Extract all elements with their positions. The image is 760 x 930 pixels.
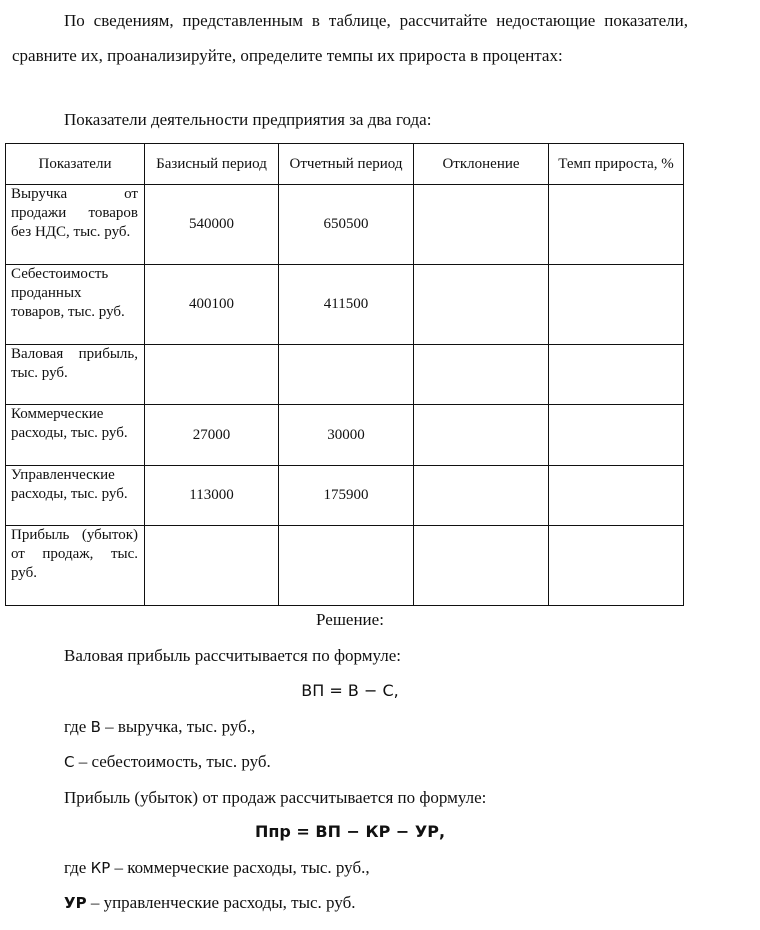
cell-growth-value bbox=[549, 185, 684, 265]
cell-growth-value bbox=[549, 345, 684, 405]
row-label-admin-expenses: Управленческие расходы, тыс. руб. bbox=[6, 466, 145, 526]
cost-symbol: С bbox=[64, 753, 75, 771]
cell-base-value: 400100 bbox=[145, 265, 279, 345]
cell-base-value bbox=[145, 345, 279, 405]
table-header-row bbox=[6, 144, 684, 185]
where-prefix: где bbox=[64, 858, 91, 877]
sales-profit-formula: Ппр = ВП − КР − УР, bbox=[254, 822, 446, 841]
table-row bbox=[6, 466, 684, 526]
row-label-revenue: Выручка от продажи товаров без НДС, тыс. руб. bbox=[6, 185, 145, 265]
table-row bbox=[6, 265, 684, 345]
cell-report-value bbox=[279, 345, 414, 405]
header-report-period: Отчетный период bbox=[279, 144, 414, 185]
cell-deviation-value bbox=[414, 466, 549, 526]
cell-deviation-value bbox=[414, 345, 549, 405]
where-admin-line bbox=[64, 891, 356, 915]
header-indicator: Показатели bbox=[6, 144, 145, 185]
row-label-gross-profit: Валовая прибыль, тыс. руб. bbox=[6, 345, 145, 405]
table-caption: Показатели деятельности предприятия за два года: bbox=[64, 110, 432, 129]
cell-deviation-value bbox=[414, 185, 549, 265]
row-label-cost: Себестоимость проданных товаров, тыс. руб. bbox=[6, 265, 145, 345]
cell-base-value: 540000 bbox=[145, 185, 279, 265]
cell-report-value: 30000 bbox=[279, 405, 414, 466]
revenue-symbol: В bbox=[90, 718, 101, 736]
cell-growth-value bbox=[549, 526, 684, 606]
table-row bbox=[6, 405, 684, 466]
cost-description: – себестоимость, тыс. руб. bbox=[74, 752, 271, 771]
commercial-symbol: КР bbox=[90, 859, 111, 877]
cell-base-value: 113000 bbox=[145, 466, 279, 526]
cell-report-value: 650500 bbox=[279, 185, 414, 265]
solution-title: Решение: bbox=[316, 610, 384, 629]
gross-profit-intro: Валовая прибыль рассчитывается по формуле: bbox=[64, 646, 401, 665]
where-cost-line bbox=[64, 750, 271, 774]
cell-growth-value bbox=[549, 466, 684, 526]
table-row bbox=[6, 345, 684, 405]
commercial-description: – коммерческие расходы, тыс. руб., bbox=[110, 858, 370, 877]
table-row bbox=[6, 185, 684, 265]
cell-base-value: 27000 bbox=[145, 405, 279, 466]
cell-report-value: 175900 bbox=[279, 466, 414, 526]
row-label-sales-profit: Прибыль (убыток) от продаж, тыс. руб. bbox=[6, 526, 145, 606]
sales-profit-intro: Прибыль (убыток) от продаж рассчитывается по формуле: bbox=[64, 788, 487, 807]
header-deviation: Отклонение bbox=[414, 144, 549, 185]
admin-symbol: УР bbox=[64, 894, 87, 912]
cell-deviation-value bbox=[414, 526, 549, 606]
cell-deviation-value bbox=[414, 405, 549, 466]
table-row bbox=[6, 526, 684, 606]
indicators-table bbox=[5, 143, 684, 606]
cell-growth-value bbox=[549, 405, 684, 466]
cell-report-value: 411500 bbox=[279, 265, 414, 345]
cell-deviation-value bbox=[414, 265, 549, 345]
row-label-commercial-expenses: Коммерческие расходы, тыс. руб. bbox=[6, 405, 145, 466]
header-growth-rate: Темп прироста, % bbox=[549, 144, 684, 185]
cell-base-value bbox=[145, 526, 279, 606]
where-revenue-line bbox=[64, 715, 255, 739]
header-base-period: Базисный период bbox=[145, 144, 279, 185]
revenue-description: – выручка, тыс. руб., bbox=[100, 717, 256, 736]
where-prefix: где bbox=[64, 717, 91, 736]
where-commercial-line bbox=[64, 856, 370, 880]
admin-description: – управленческие расходы, тыс. руб. bbox=[86, 893, 356, 912]
cell-report-value bbox=[279, 526, 414, 606]
task-paragraph: По сведениям, представленным в таблице, рассчитайте недостающие показатели, сравните их, проанализируйте, определите темпы их прироста в процентах: bbox=[12, 11, 688, 65]
cell-growth-value bbox=[549, 265, 684, 345]
gross-profit-formula: ВП = В − С, bbox=[301, 681, 399, 700]
